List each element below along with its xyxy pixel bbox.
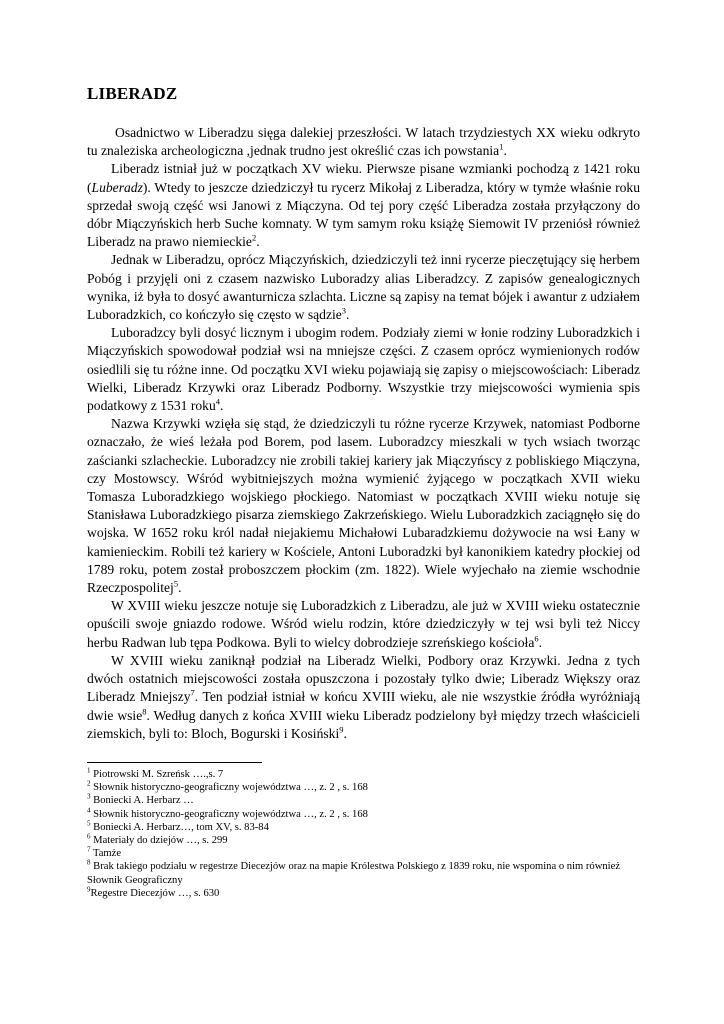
footnote-ref: 3 [341,305,347,316]
footnote-number: 3 [87,792,91,801]
text-segment: . [538,634,543,650]
text-segment: ). Wtedy to jeszcze dziedziczył tu rycerz Mikołaj z Liberadza, który w tymże właśnie roku sprzedał swoją część wsi Janowi z Miączyna. Od tej pory część Liberadza została przyłączony do dóbr Miączyńskich herb Suche komnaty. W tym samym roku książę Siemowit IV przeniósł również Liberadz na prawo niemieckie [87,179,640,250]
paragraph [87,415,640,597]
footnote-text: Boniecki A. Herbarz…, tom XV, s. 83-84 [90,821,269,833]
text-segment: Liberadz istniał już w początkach XV wieku. Pierwsze pisane wzmianki pochodzą z 1421 roku ( [87,161,640,195]
italic-text: Luberadz [91,179,143,195]
footnote-number: 4 [87,806,91,815]
footnote-text: Regestre Diecezjów …, s. 630 [90,887,220,899]
footnote [87,821,647,834]
footnote-text: Słownik historyczno-geograficzny województwa …, z. 2 , s. 168 [90,782,368,794]
text-segment: Jednak w Liberadzu, oprócz Miączyńskich, dziedziczyli też inni rycerze pieczętujący się herbem Pobóg i przyjęli oni z czasem nazwisko Luboradzy alias Liberadzcy. Z zapisów genealogicznych wynika, iż była to dosyć awanturnicza szlachta. Liczne są zapisy na temat bójek i awantur z udziałem Luboradzkich, co kończyło się często w sądzie [87,252,640,323]
footnote [87,847,647,860]
text-segment: Osadnictwo w Liberadzu sięga dalekiej przeszłości. W latach trzydziestych XX wieku odkryto tu znaleziska archeologiczna ,jednak trudno jest określić czas ich powstania [87,125,640,159]
paragraph [87,324,640,415]
footnote-ref: 7 [190,687,195,698]
footnote-text: Boniecki A. Herbarz … [90,795,194,807]
footnote-number: 5 [87,819,91,828]
text-segment: Luboradzcy byli dosyć licznym i ubogim rodem. Podziały ziemi w łonie rodziny Luboradzkich i Miączyńskich spowodował podział wsi na mniejsze części. Z czasem oprócz wymienionych rodów osiedlili się tu różne inne. Od początku XVI wieku pojawiają się zapisy o miejscowościach: Liberadz Wielki, Liberadz Krzywki oraz Liberadz Podborny. Wszystkie trzy miejscowości wymienia spis podatkowy z 1531 roku [87,325,640,414]
paragraph [87,597,640,652]
text-segment: W XVIII wieku zaniknął podział na Liberadz Wielki, Podbory oraz Krzywki. Jedna z tych dwóch ostatnich miejscowości została opuszczona i pozostały tylko dwie; Liberadz Większy oraz Liberadz Mniejszy [87,652,640,705]
text-segment: . [256,234,260,250]
footnote-text: Słownik historyczno-geograficzny województwa …, z. 2 , s. 168 [90,808,368,820]
text-segment: W XVIII wieku jeszcze notuje się Luboradzkich z Liberadzu, ale już w XVIII wieku ostatecznie opuścili swoje gniazdo rodowe. Wśród wielu rodzin, które dziedziczyły w tej wsi byli też Niccy herbu Radwan lub tępa Podkowa. Byli to wielcy dobrodzieje szreńskiego kościoła [87,598,640,650]
footnote-separator [87,762,262,763]
footnote-ref: 5 [173,578,179,589]
footnote-number: 7 [87,845,91,854]
text-segment: Nazwa Krzywki wzięła się stąd, że dziedziczyli tu różne rycerze Krzywek, natomiast Podborne oznaczało, że wieś leżała pod Borem, pod lasem. Luboradzcy mieszkali w tych wsiach tworząc zaścianki szlacheckie. Luboradzcy nie zrobili takiej kariery jak Miączyńscy z pobliskiego Miączyna, czy Mostowscy. Wśród wybitniejszych można wymienić żyjącego w początkach XVII wieku Tomasza Luboradzkiego wojskiego płockiego. Natomiast w początkach XVIII wieku notuje się Stanisława Luboradzkiego pisarza ziemskiego Zakrzeńskiego. Wielu Luboradzkich zaciągnęło się do wojska. W 1652 roku król nadał niejakiemu Michałowi Lubaradzkiemu dożywocie na wsi Łany w kamienieckim. Robili też kariery w Kościele, Antoni Luboradzki był kanonikiem katedry płockiej od 1789 roku, potem został proboszczem płockim (zm. 1822). Wiele wyjechało na ziemie wschodnie Rzeczpospolitej [87,416,640,596]
footnote-text: Brak takiego podziału w regestrze Diecezjów oraz na mapie Królestwa Polskiego z 1839 roku, nie wspomina o nim również Słownik Geograficzny [87,861,621,886]
text-segment: . Według danych z końca XVIII wieku Liberadz podzielony był między trzech właścicieli ziemskich, byli to: Bloch, Bogurski i Kosiński [87,707,640,741]
footnote-ref: 4 [215,396,220,407]
footnote-ref: 6 [534,633,539,644]
text-segment: . [178,580,182,596]
footnote-number: 2 [87,779,91,788]
footnote-number: 6 [87,832,91,841]
paragraph [87,652,640,743]
footnote-number: 9 [87,885,91,894]
paragraph [87,124,640,160]
footnote [87,860,647,886]
page-title: LIBERADZ [87,84,178,103]
footnote-text: Tamże [90,848,122,860]
footnote [87,887,647,900]
text-segment: . Ten podział istniał w końcu XVIII wieku, ale nie wszystkie źródła wyróżniają dwie wsie [87,689,640,723]
footnote-text: Piotrowski M. Szreńsk ….,s. 7 [90,769,224,780]
text-segment: . [503,143,507,159]
footnote-ref: 1 [499,141,504,152]
text-segment: . [220,398,224,414]
paragraph [87,160,640,251]
footnote-ref: 8 [142,705,147,716]
footnotes [87,768,647,900]
text-segment: . [346,307,350,323]
footnote-number: 1 [87,766,91,775]
footnote [87,781,647,794]
footnote [87,808,647,821]
footnote-text: Materiały do dziejów …, s. 299 [90,835,228,847]
footnote [87,834,647,847]
footnote-ref: 2 [251,232,257,243]
footnote [87,794,647,807]
paragraph [87,251,640,324]
footnote [87,768,647,781]
text-segment: . [343,725,347,741]
body-text [87,124,640,743]
footnote-number: 8 [87,858,91,867]
footnote-ref: 9 [339,724,344,735]
